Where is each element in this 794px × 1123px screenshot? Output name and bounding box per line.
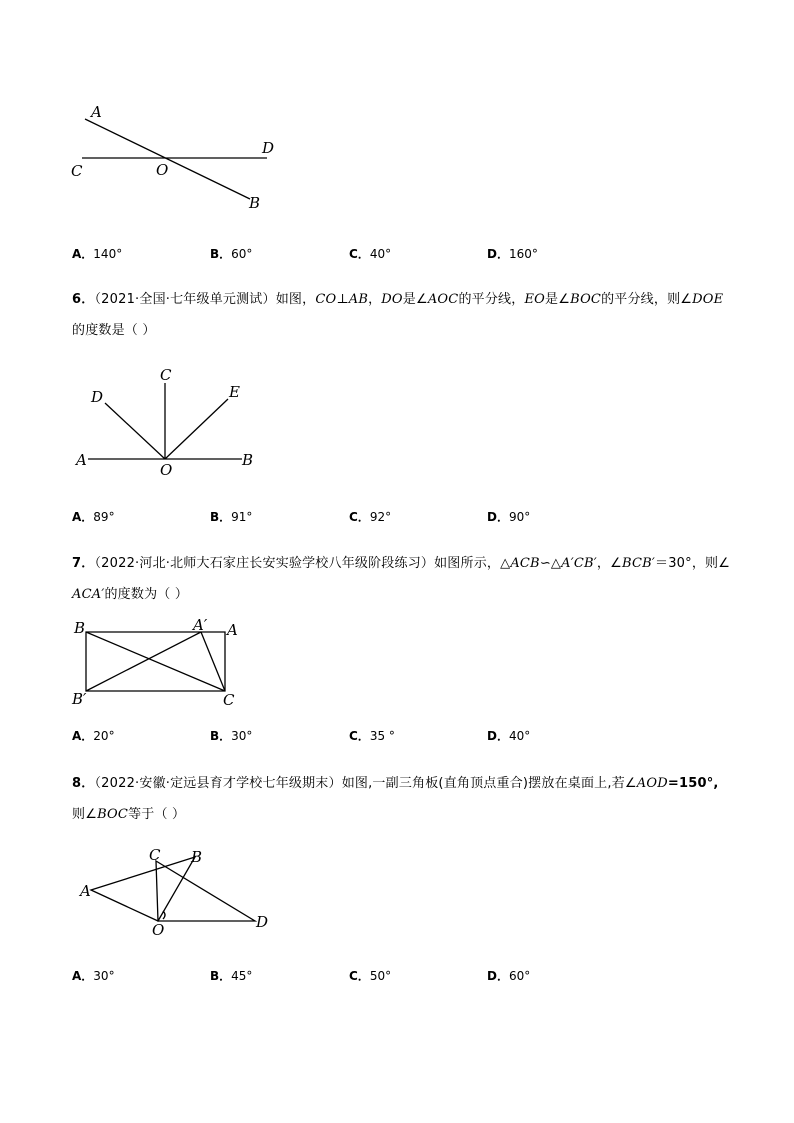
- q7-figure: [65, 615, 255, 715]
- q5-option-b: B．60°: [210, 247, 253, 261]
- q5-option-c: C．40°: [349, 247, 392, 261]
- q8-figure: [72, 845, 282, 940]
- q8-label-b: B: [191, 848, 203, 866]
- q6-option-c: C．92°: [349, 510, 392, 524]
- q5-label-b: B: [249, 194, 261, 212]
- q7-stem-line2: ACA′的度数为（ ）: [72, 587, 189, 602]
- q6-figure: [70, 362, 270, 482]
- q8-label-c: C: [149, 846, 161, 864]
- q7-option-a: A．20°: [72, 729, 115, 743]
- q7-label-b: B: [74, 619, 86, 637]
- q5-label-o: O: [156, 161, 169, 179]
- q6-ray-oe: [165, 399, 228, 459]
- q6-option-a: A．89°: [72, 510, 115, 524]
- q5-label-a: A: [91, 103, 102, 121]
- q8-option-b: B．45°: [210, 969, 253, 983]
- q5-label-c: C: [71, 162, 83, 180]
- q8-stem-line2: 则∠BOC等于（ ）: [72, 807, 186, 822]
- q8-label-o: O: [152, 921, 165, 939]
- q6-label-d: D: [91, 388, 104, 406]
- q6-label-o: O: [160, 461, 173, 479]
- q8-option-a: A．30°: [72, 969, 115, 983]
- q6-ray-od: [105, 403, 165, 459]
- q8-triangle-cod: [156, 861, 255, 921]
- q8-label-a: A: [80, 882, 91, 900]
- q6-label-c: C: [160, 366, 172, 384]
- q6-option-d: D．90°: [487, 510, 531, 524]
- q6-label-a: A: [76, 451, 87, 469]
- q5-option-d: D．160°: [487, 247, 538, 261]
- q8-option-d: D．60°: [487, 969, 531, 983]
- q7-label-a: A: [227, 621, 238, 639]
- q5-option-a: A．140°: [72, 247, 123, 261]
- q6-stem-line2: 的度数是（ ）: [72, 323, 156, 338]
- q6-stem-line1: 6．（2021·全国·七年级单元测试）如图，CO⊥AB，DO是∠AOC的平分线，EO是∠BOC的平分线，则∠DOE: [72, 292, 724, 307]
- q7-label-c: C: [223, 691, 235, 709]
- q7-option-b: B．30°: [210, 729, 253, 743]
- q6-label-e: E: [229, 383, 240, 401]
- q7-diag-b1a1: [86, 632, 201, 691]
- q7-label-a1: A′: [193, 616, 208, 634]
- q8-triangle-aob: [91, 857, 195, 921]
- q8-option-c: C．50°: [349, 969, 392, 983]
- q7-option-c: C．35 °: [349, 729, 395, 743]
- q6-option-b: B．91°: [210, 510, 253, 524]
- q6-label-b: B: [242, 451, 254, 469]
- q5-figure: [60, 95, 300, 220]
- q5-line-ab: [85, 119, 250, 199]
- q7-option-d: D．40°: [487, 729, 531, 743]
- q8-stem-line1: 8．（2022·安徽·定远县育才学校七年级期末）如图,一副三角板(直角顶点重合)摆放在桌面上,若∠AOD=150°,: [72, 776, 719, 791]
- q5-label-d: D: [262, 139, 275, 157]
- q8-right-angle-mark: [163, 911, 165, 919]
- q8-label-d: D: [256, 913, 269, 931]
- q7-label-b1: B′: [72, 690, 87, 708]
- q7-stem-line1: 7．（2022·河北·北师大石家庄长安实验学校八年级阶段练习）如图所示，△ACB∽△A′CB′，∠BCB′＝30°，则∠: [72, 556, 731, 571]
